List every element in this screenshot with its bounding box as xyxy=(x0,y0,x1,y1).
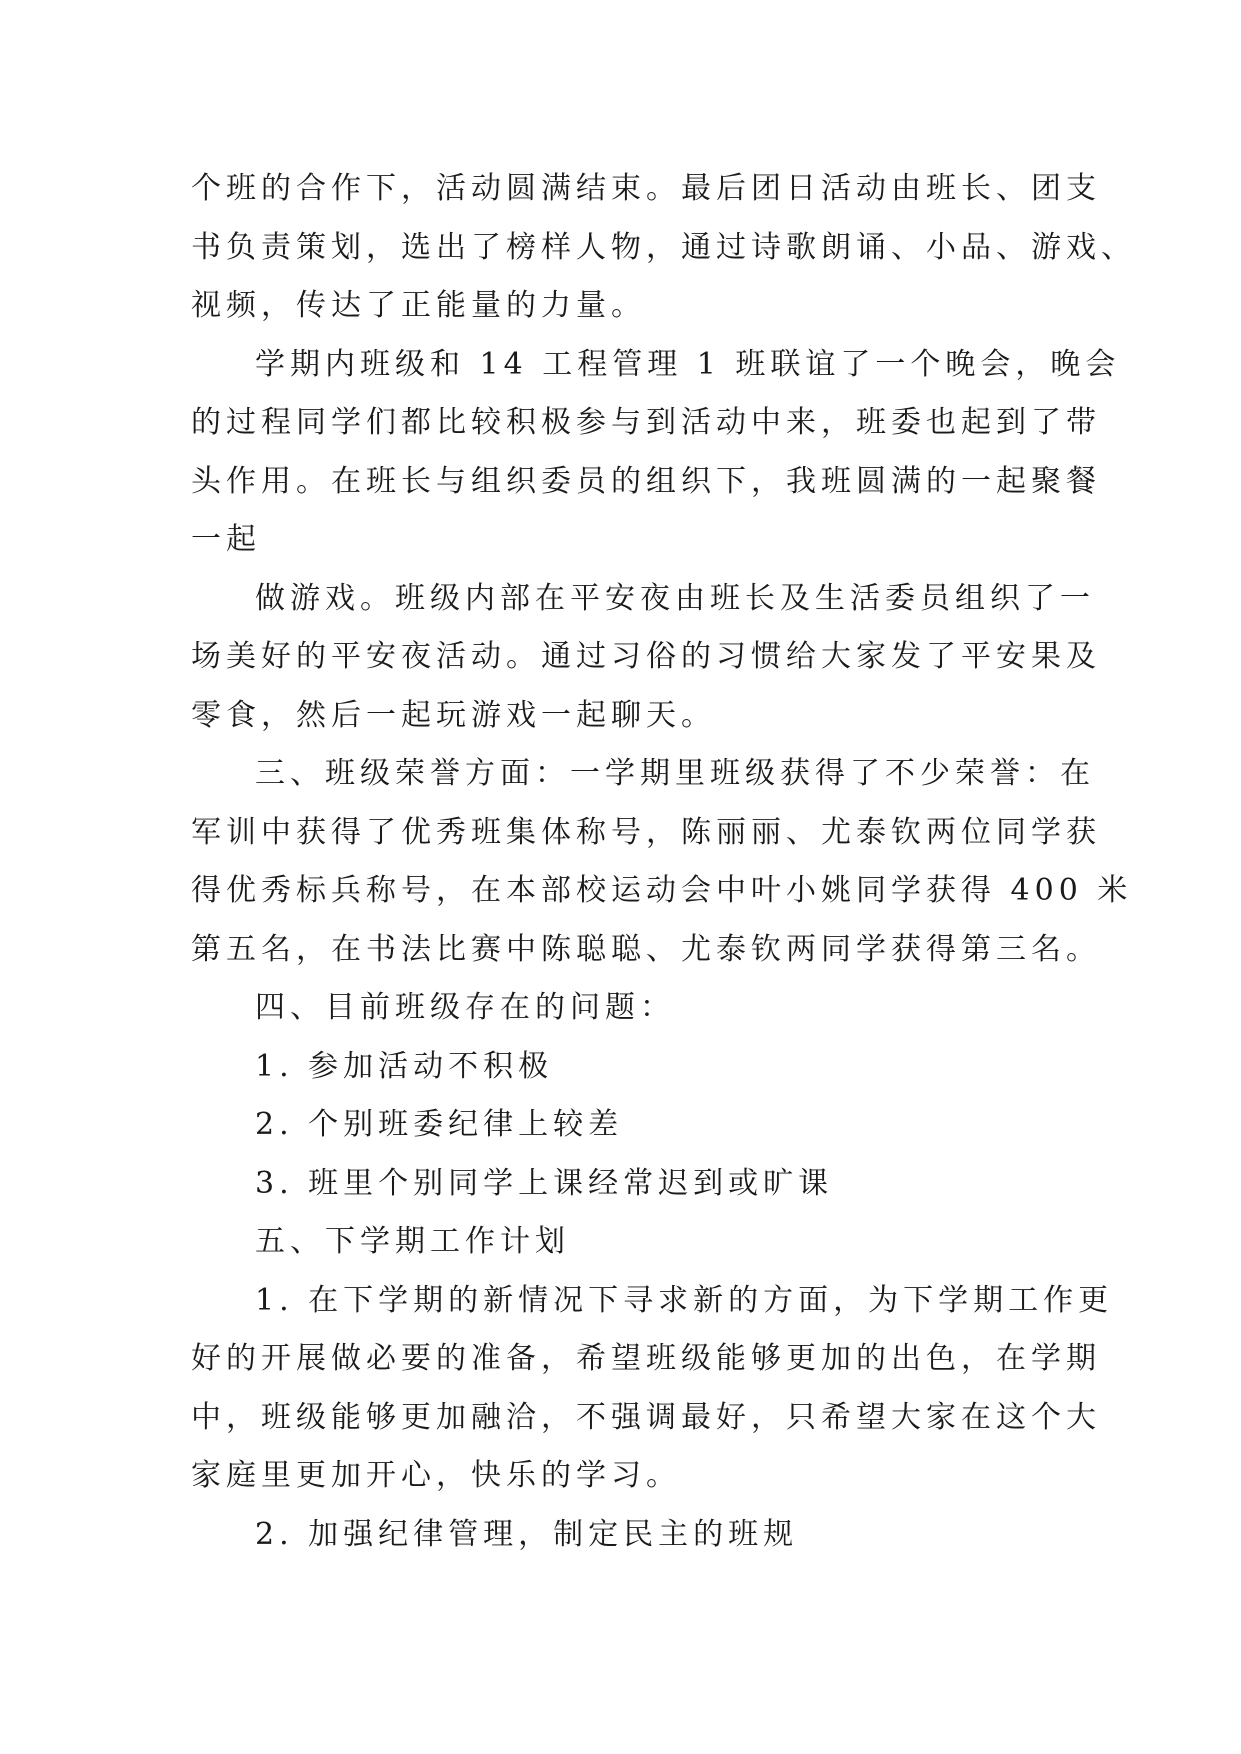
text-line: 军训中获得了优秀班集体称号，陈丽丽、尤泰钦两位同学获 xyxy=(191,814,1101,850)
text-line: 1. 在下学期的新情况下寻求新的方面，为下学期工作更 xyxy=(255,1282,1114,1318)
text-line: 零食，然后一起玩游戏一起聊天。 xyxy=(191,697,716,733)
list-item-problem-1 xyxy=(191,1038,1061,1097)
text-line: 3. 班里个别同学上课经常迟到或旷课 xyxy=(255,1165,834,1201)
document-body xyxy=(191,160,1136,1564)
list-item-problem-2 xyxy=(191,1096,1061,1155)
text-line: 五、下学期工作计划 xyxy=(255,1224,570,1259)
text-line: 2. 个别班委纪律上较差 xyxy=(255,1107,624,1142)
text-line: 个班的合作下，活动圆满结束。最后团日活动由班长、团支 xyxy=(191,171,1101,206)
text-line: 1. 参加活动不积极 xyxy=(255,1048,554,1084)
text-line: 书负责策划，选出了榜样人物，通过诗歌朗诵、小品、游戏、 xyxy=(191,229,1136,265)
text-line: 第五名，在书法比赛中陈聪聪、尤泰钦两同学获得第三名。 xyxy=(191,931,1101,967)
text-line: 三、班级荣誉方面：一学期里班级获得了不少荣誉：在 xyxy=(255,756,1095,791)
paragraph-christmas-eve xyxy=(191,570,1101,746)
text-line: 学期内班级和 14 工程管理 1 班联谊了一个晚会，晚会 xyxy=(255,346,1121,382)
list-item-plan-1 xyxy=(191,1272,1114,1506)
text-line: 家庭里更加开心，快乐的学习。 xyxy=(191,1458,681,1493)
paragraph-class-honors xyxy=(191,745,1133,979)
text-line: 四、目前班级存在的问题： xyxy=(255,990,675,1025)
list-item-problem-3 xyxy=(191,1155,1061,1214)
text-line: 中，班级能够更加融洽，不强调最好，只希望大家在这个大 xyxy=(191,1399,1101,1435)
paragraph-activity-summary xyxy=(191,160,1136,336)
text-line: 得优秀标兵称号，在本部校运动会中叶小姚同学获得 400 米 xyxy=(191,873,1133,908)
text-line: 场美好的平安夜活动。通过习俗的习惯给大家发了平安果及 xyxy=(191,639,1101,674)
paragraph-joint-party xyxy=(191,336,1121,570)
heading-current-problems xyxy=(191,979,1061,1038)
heading-next-semester-plan xyxy=(191,1213,1061,1272)
text-line: 好的开展做必要的准备，希望班级能够更加的出色，在学期 xyxy=(191,1341,1101,1376)
text-line: 做游戏。班级内部在平安夜由班长及生活委员组织了一 xyxy=(255,580,1095,616)
text-line: 2. 加强纪律管理，制定民主的班规 xyxy=(255,1516,799,1552)
list-item-plan-2 xyxy=(191,1506,1061,1565)
text-line: 视频，传达了正能量的力量。 xyxy=(191,288,646,323)
text-line: 的过程同学们都比较积极参与到活动中来，班委也起到了带 xyxy=(191,405,1101,440)
text-line: 一起 xyxy=(191,522,261,557)
text-line: 头作用。在班长与组织委员的组织下，我班圆满的一起聚餐 xyxy=(191,463,1101,499)
